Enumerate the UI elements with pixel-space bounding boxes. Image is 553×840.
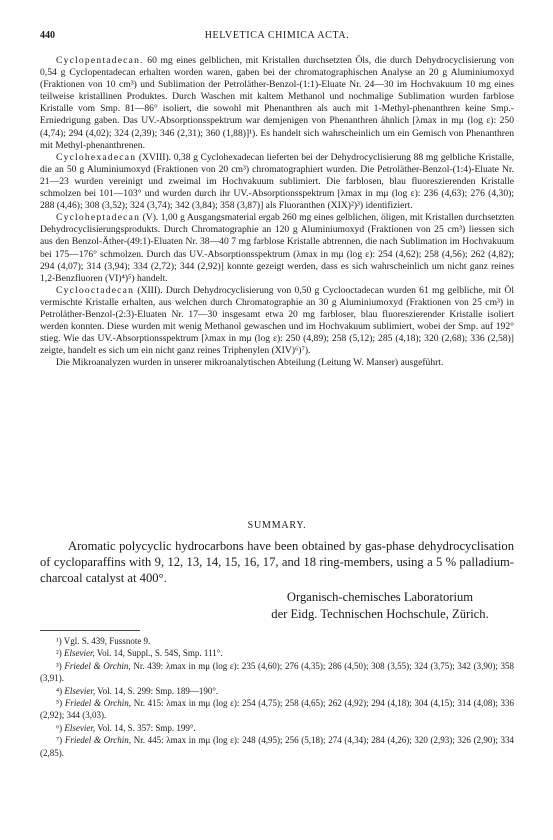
- footnote-text: Vol. 14, Suppl., S. 54S, Smp. 111°.: [94, 648, 223, 659]
- footnote-number: ¹): [56, 636, 62, 646]
- footnote-number: ⁵): [56, 698, 63, 709]
- footnotes: [40, 635, 514, 759]
- page-number: 440: [40, 30, 55, 41]
- footnote-number: ³): [56, 660, 62, 671]
- paragraph-text: (XVIII). 0,38 g Cyclohexadecan lieferten bei der Dehydrocyclisierung 88 mg gelbliche Kristalle, die an 50 g Aluminiumoxyd (Fraktionen von 20 cm³) chromatographiert wurden. Die Petroläther-Benzol-(1:4)-Eluate Nr. 21—23 wurden vereinigt und zweimal im Hochvakuum sublimiert. Die farblosen, blau fluoreszierenden Kristalle schmolzen bei 101—103° und wurden durch ihr UV.-Absorptionsspektrum [λmax in mμ (log ε): 236 (4,63); 276 (4,30); 288 (4,46); 308 (3,52); 324 (3,74); 342 (3,84); 358 (3,87)] als Fluoranthen (XIX)²)³) identifiziert.: [40, 151, 514, 212]
- footnote: [40, 697, 514, 722]
- footnote: [40, 685, 514, 697]
- summary-section: [40, 538, 514, 586]
- footnote-number: ⁷): [56, 735, 63, 746]
- footnote-author: Friedel & Orchin,: [64, 698, 132, 709]
- institution-line-1: Organisch-chemisches Laboratorium: [286, 590, 474, 604]
- compound-name: Cyclooctadecan: [56, 284, 135, 296]
- paragraph-cyclopentadecan: [40, 55, 514, 152]
- footnote: [40, 722, 514, 734]
- compound-name: Cycloheptadecan: [56, 212, 141, 224]
- footnote-number: ⁴): [56, 685, 63, 696]
- institution-block: [255, 589, 505, 622]
- footnote: [40, 647, 514, 659]
- footnote-author: Elsevier,: [64, 685, 96, 696]
- footnote: [40, 635, 514, 647]
- paragraph-text: Die Mikroanalyzen wurden in unserer mikroanalytischen Abteilung (Leitung W. Manser) ausgeführt.: [56, 357, 444, 369]
- paragraph-cyclohexadecan: [40, 152, 514, 212]
- footnote-number: ²): [56, 648, 62, 659]
- institution-line-2: der Eidg. Technischen Hochschule, Zürich.: [271, 606, 489, 621]
- paragraph-text: (V). 1,00 g Ausgangsmaterial ergab 260 mg eines gelblichen, öligen, mit Kristallen durchsetzten Dehydrocyclisierungsprodukts. Durch Chromatographie an 120 g Aluminiumoxyd (Fraktionen von 25 cm³) liessen sich aus den Benzol-Äther-(49:1)-Eluaten Nr. 38—40 7 mg farblose Kristalle abtrennen, die nach Sublimation im Hochvakuum bei 175—176° schmolzen. Durch das UV.-Absorptionsspektrum (λmax in mμ (log ε): 254 (4,62); 258 (4,56); 262 (4,82); 294 (4,07); 314 (3,94); 334 (2,72); 344 (2,92)] konnte gezeigt werden, dass es sich wahrscheinlich um nicht ganz reines 1,2-Benzfluoren (VI)⁴)⁵) handelt.: [40, 212, 514, 284]
- footnote-text: Nr. 439: λmax in mμ (log ε): 235 (4,60); 276 (4,35); 286 (4,50); 308 (3,55); 324 (3,75); 342 (3,90); 358 (3,91).: [40, 660, 515, 684]
- experimental-section: [40, 55, 514, 369]
- journal-title: HELVETICA CHIMICA ACTA.: [204, 30, 350, 41]
- footnote-author: Elsevier,: [64, 722, 96, 733]
- footnote: [40, 734, 514, 759]
- footnote-divider: [40, 630, 140, 631]
- footnote-author: Friedel & Orchin,: [64, 735, 132, 746]
- running-header: [40, 30, 514, 46]
- footnote-text: Vol. 14, S. 299: Smp. 189—190°.: [95, 685, 219, 696]
- footnote-text: Nr. 445: λmax in mμ (log ε): 248 (4,95); 256 (5,18); 274 (4,34); 284 (4,26); 320 (2,93); 326 (2,90); 334 (2,85).: [40, 735, 514, 758]
- footnote-number: ⁶): [56, 722, 63, 733]
- compound-name: Cyclohexadecan: [56, 151, 137, 163]
- paragraph-cyclooctadecan: [40, 285, 514, 358]
- footnote-author: Friedel & Orchin,: [64, 660, 131, 671]
- summary-text: Aromatic polycyclic hydrocarbons have been obtained by gas-phase dehydrocyclisation of cycloparaffins with 9, 12, 13, 14, 15, 16, 17, and 18 ring-members, using a 5 % palladium-charcoal catalyst at 400°.: [40, 539, 514, 585]
- footnote: [40, 660, 514, 685]
- footnote-text: Nr. 415: λmax in mμ (log ε): 254 (4,75); 258 (4,65); 262 (4,92); 294 (4,18); 304 (4,15); 314 (4,08); 336 (2,92); 344 (3,03).: [40, 698, 514, 721]
- paragraph-cycloheptadecan: [40, 212, 514, 285]
- summary-heading: SUMMARY.: [247, 520, 307, 531]
- paragraph-acknowledgement: [40, 357, 514, 369]
- footnote-author: Elsevier,: [63, 648, 95, 659]
- paragraph-text: 60 mg eines gelblichen, mit Kristallen durchsetzten Öls, die durch Dehydrocyclisierung von 0,54 g Cyclopentadecan erhalten worden waren, gaben bei der chromatographischen Analyse an 20 g Aluminiumoxyd (Fraktionen von 10 cm³) und Sublimation der Petroläther-Benzol-(1:1)-Eluate Nr. 24—30 im Hochvakuum 10 mg eines teilweise kristallinen Produktes. Durch Waschen mit kaltem Methanol und nochmalige Sublimation wurden farblose Kristalle vom Smp. 81—86° isoliert, die sowohl mit Phenanthren als auch mit 1-Methyl-phenanthren keine Smp.-Erniedrigung gaben. Das UV.-Absorptionsspektrum war demjenigen von Phenanthren ähnlich [λmax in mμ (log ε): 250 (4,74); 294 (4,02); 324 (2,39); 346 (2,31); 360 (1,88)]¹). Es handelt sich wahrscheinlich um ein Gemisch von Phenanthren mit Methyl-phenanthrenen.: [40, 55, 514, 151]
- compound-name: Cyclopentadecan.: [56, 55, 144, 66]
- footnote-text: Vol. 14, S. 357: Smp. 199°.: [95, 722, 196, 733]
- paragraph-text: (XIII). Durch Dehydrocyclisierung von 0,50 g Cyclooctadecan wurden 61 mg gelbliche, mit Öl vermischte Kristalle erhalten, aus welchen durch Chromatographie an 30 g Aluminiumoxyd (Fraktionen von 25 cm³) in Petroläther-Benzol-(2:3)-Eluaten Nr. 17—30 insgesamt etwa 20 mg farbloser, blau fluoreszierender Kristalle isoliert werden konnten. Diese wurden mit wenig Methanol gewaschen und im Hochvakuum sublimiert, wobei der Smp. auf 192° stieg. Wie das UV.-Absorptionsspektrum [λmax in mμ (log ε): 250 (4,89); 258 (5,12); 285 (4,18); 320 (2,68); 336 (2,58)] zeigte, handelt es sich um ein nicht ganz reines Triphenylen (XIV)⁶)⁷).: [40, 284, 514, 357]
- footnote-text: Vgl. S. 439, Fussnote 9.: [63, 636, 151, 646]
